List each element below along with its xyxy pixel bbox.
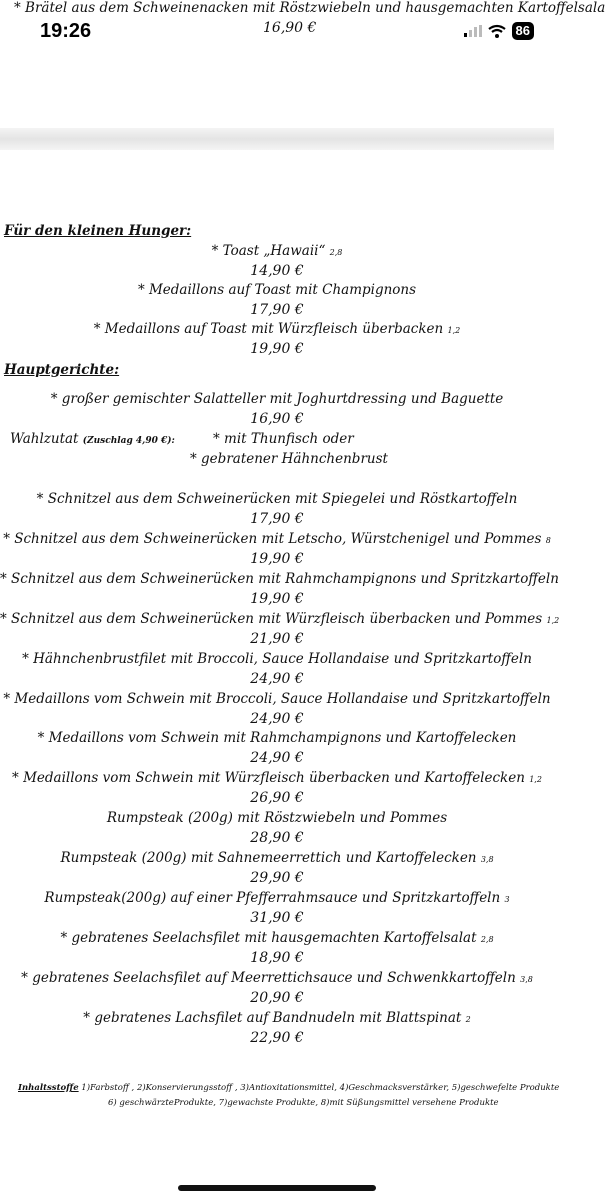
home-indicator[interactable] <box>178 1185 376 1191</box>
item-name: * Medaillons auf Toast mit Champignons <box>137 282 417 298</box>
item-price: 19,90 € <box>250 551 304 567</box>
wahl-title: Wahlzutat <box>10 431 79 447</box>
battery-icon: 86 <box>512 22 534 40</box>
item-price: 22,90 € <box>250 1030 304 1046</box>
menu-item <box>0 890 554 906</box>
item-price: 26,90 € <box>250 790 304 806</box>
item-note: 3,8 <box>480 855 494 864</box>
footer-line-1 <box>18 1083 559 1093</box>
item-price: 18,90 € <box>250 950 304 966</box>
wahl-label <box>10 431 175 447</box>
item-note: 8 <box>545 536 551 545</box>
item-price: 17,90 € <box>250 302 304 318</box>
item-price: 28,90 € <box>250 830 304 846</box>
signal-icon <box>464 25 482 37</box>
item-price: 31,90 € <box>250 910 304 926</box>
section-heading: Hauptgerichte: <box>4 362 120 378</box>
menu-item <box>0 491 554 507</box>
item-name: * Schnitzel aus dem Schweinerücken mit Letscho, Würstchenigel und Pommes <box>3 531 542 547</box>
menu-item <box>0 810 554 826</box>
menu-item <box>0 531 554 547</box>
wahl-surcharge: (Zuschlag 4,90 €): <box>82 436 175 446</box>
menu-item <box>0 970 554 986</box>
item-price: 21,90 € <box>250 631 304 647</box>
menu-item <box>0 850 554 866</box>
salad-item: * großer gemischter Salatteller mit Joghurtdressing und Baguette <box>50 391 504 407</box>
item-note: 3,8 <box>520 975 533 984</box>
menu-item <box>0 770 554 786</box>
item-note: 1,2 <box>546 616 560 625</box>
item-price: 17,90 € <box>250 511 304 527</box>
item-price: 19,90 € <box>250 591 304 607</box>
option-chicken: * gebratener Hähnchenbrust <box>190 451 388 467</box>
top-dish: * Brätel aus dem Schweinenacken mit Röstzwiebeln und hausgemachten Kartoffelsala <box>14 0 605 16</box>
item-price: 20,90 € <box>250 990 304 1006</box>
item-note: 1,2 <box>529 775 542 784</box>
page-divider <box>0 128 554 150</box>
wifi-icon <box>488 25 506 38</box>
item-note: 1,2 <box>447 326 461 335</box>
item-name: * Medaillons vom Schwein mit Würzfleisch überbacken und Kartoffelecken <box>12 770 525 786</box>
item-name: Rumpsteak (200g) mit Sahnemeerrettich und Kartoffelecken <box>60 850 477 866</box>
section-heading: Für den kleinen Hunger: <box>4 223 192 239</box>
item-price: 14,90 € <box>250 263 304 279</box>
footer-line-2: 6) geschwärzteProdukte, 7)gewachste Produkte, 8)mit Süßungsmittel versehene Produkte <box>108 1098 499 1108</box>
item-price: 24,90 € <box>250 711 304 727</box>
item-name: * Schnitzel aus dem Schweinerücken mit Rahmchampignons und Spritzkartoffeln <box>0 571 559 587</box>
top-price: 16,90 € <box>263 20 317 36</box>
item-note: 3 <box>504 895 510 904</box>
menu-item <box>0 243 554 259</box>
item-name: Rumpsteak(200g) auf einer Pfefferrahmsauce und Spritzkartoffeln <box>44 890 501 906</box>
menu-item <box>0 321 554 337</box>
item-price: 24,90 € <box>250 671 304 687</box>
item-name: * gebratenes Seelachsfilet mit hausgemachten Kartoffelsalat <box>60 930 477 946</box>
menu-item <box>0 651 554 667</box>
item-name: Rumpsteak (200g) mit Röstzwiebeln und Pommes <box>106 810 448 826</box>
menu-item <box>0 571 559 587</box>
item-price: 19,90 € <box>250 341 304 357</box>
item-name: * Hähnchenbrustfilet mit Broccoli, Sauce Hollandaise und Spritzkartoffeln <box>22 651 532 667</box>
item-name: * Medaillons auf Toast mit Würzfleisch überbacken <box>93 321 444 337</box>
item-name: * gebratenes Lachsfilet auf Bandnudeln mit Blattspinat <box>83 1010 462 1026</box>
item-note: 2,8 <box>329 248 343 257</box>
menu-item <box>0 1010 554 1026</box>
menu-item <box>0 930 554 946</box>
item-price: 16,90 € <box>250 411 304 427</box>
menu-item <box>0 691 554 707</box>
status-icons <box>464 22 534 40</box>
status-time: 19:26 <box>40 20 92 42</box>
item-price: 29,90 € <box>250 870 304 886</box>
item-name: * Medaillons vom Schwein mit Broccoli, Sauce Hollandaise und Spritzkartoffeln <box>3 691 551 707</box>
item-name: * Toast „Hawaii“ <box>211 243 326 259</box>
option-tuna: * mit Thunfisch oder <box>213 431 354 447</box>
footer-text-1: 1)Farbstoff , 2)Konservierungsstoff , 3)Antioxitationsmittel, 4)Geschmacksverstärker, 5)geschwefelte Produkte <box>78 1083 560 1093</box>
menu-item <box>0 730 554 746</box>
item-price: 24,90 € <box>250 750 304 766</box>
item-name: * Medaillons vom Schwein mit Rahmchampignons und Kartoffelecken <box>37 730 517 746</box>
item-note: 2 <box>465 1015 471 1024</box>
menu-item <box>0 611 560 627</box>
item-name: * Schnitzel aus dem Schweinerücken mit Spiegelei und Röstkartoffeln <box>36 491 518 507</box>
menu-item <box>0 282 554 298</box>
item-note: 2,8 <box>480 935 494 944</box>
footer-label: Inhaltsstoffe <box>18 1083 79 1093</box>
item-name: * gebratenes Seelachsfilet auf Meerrettichsauce und Schwenkkartoffeln <box>21 970 516 986</box>
item-name: * Schnitzel aus dem Schweinerücken mit Würzfleisch überbacken und Pommes <box>0 611 543 627</box>
